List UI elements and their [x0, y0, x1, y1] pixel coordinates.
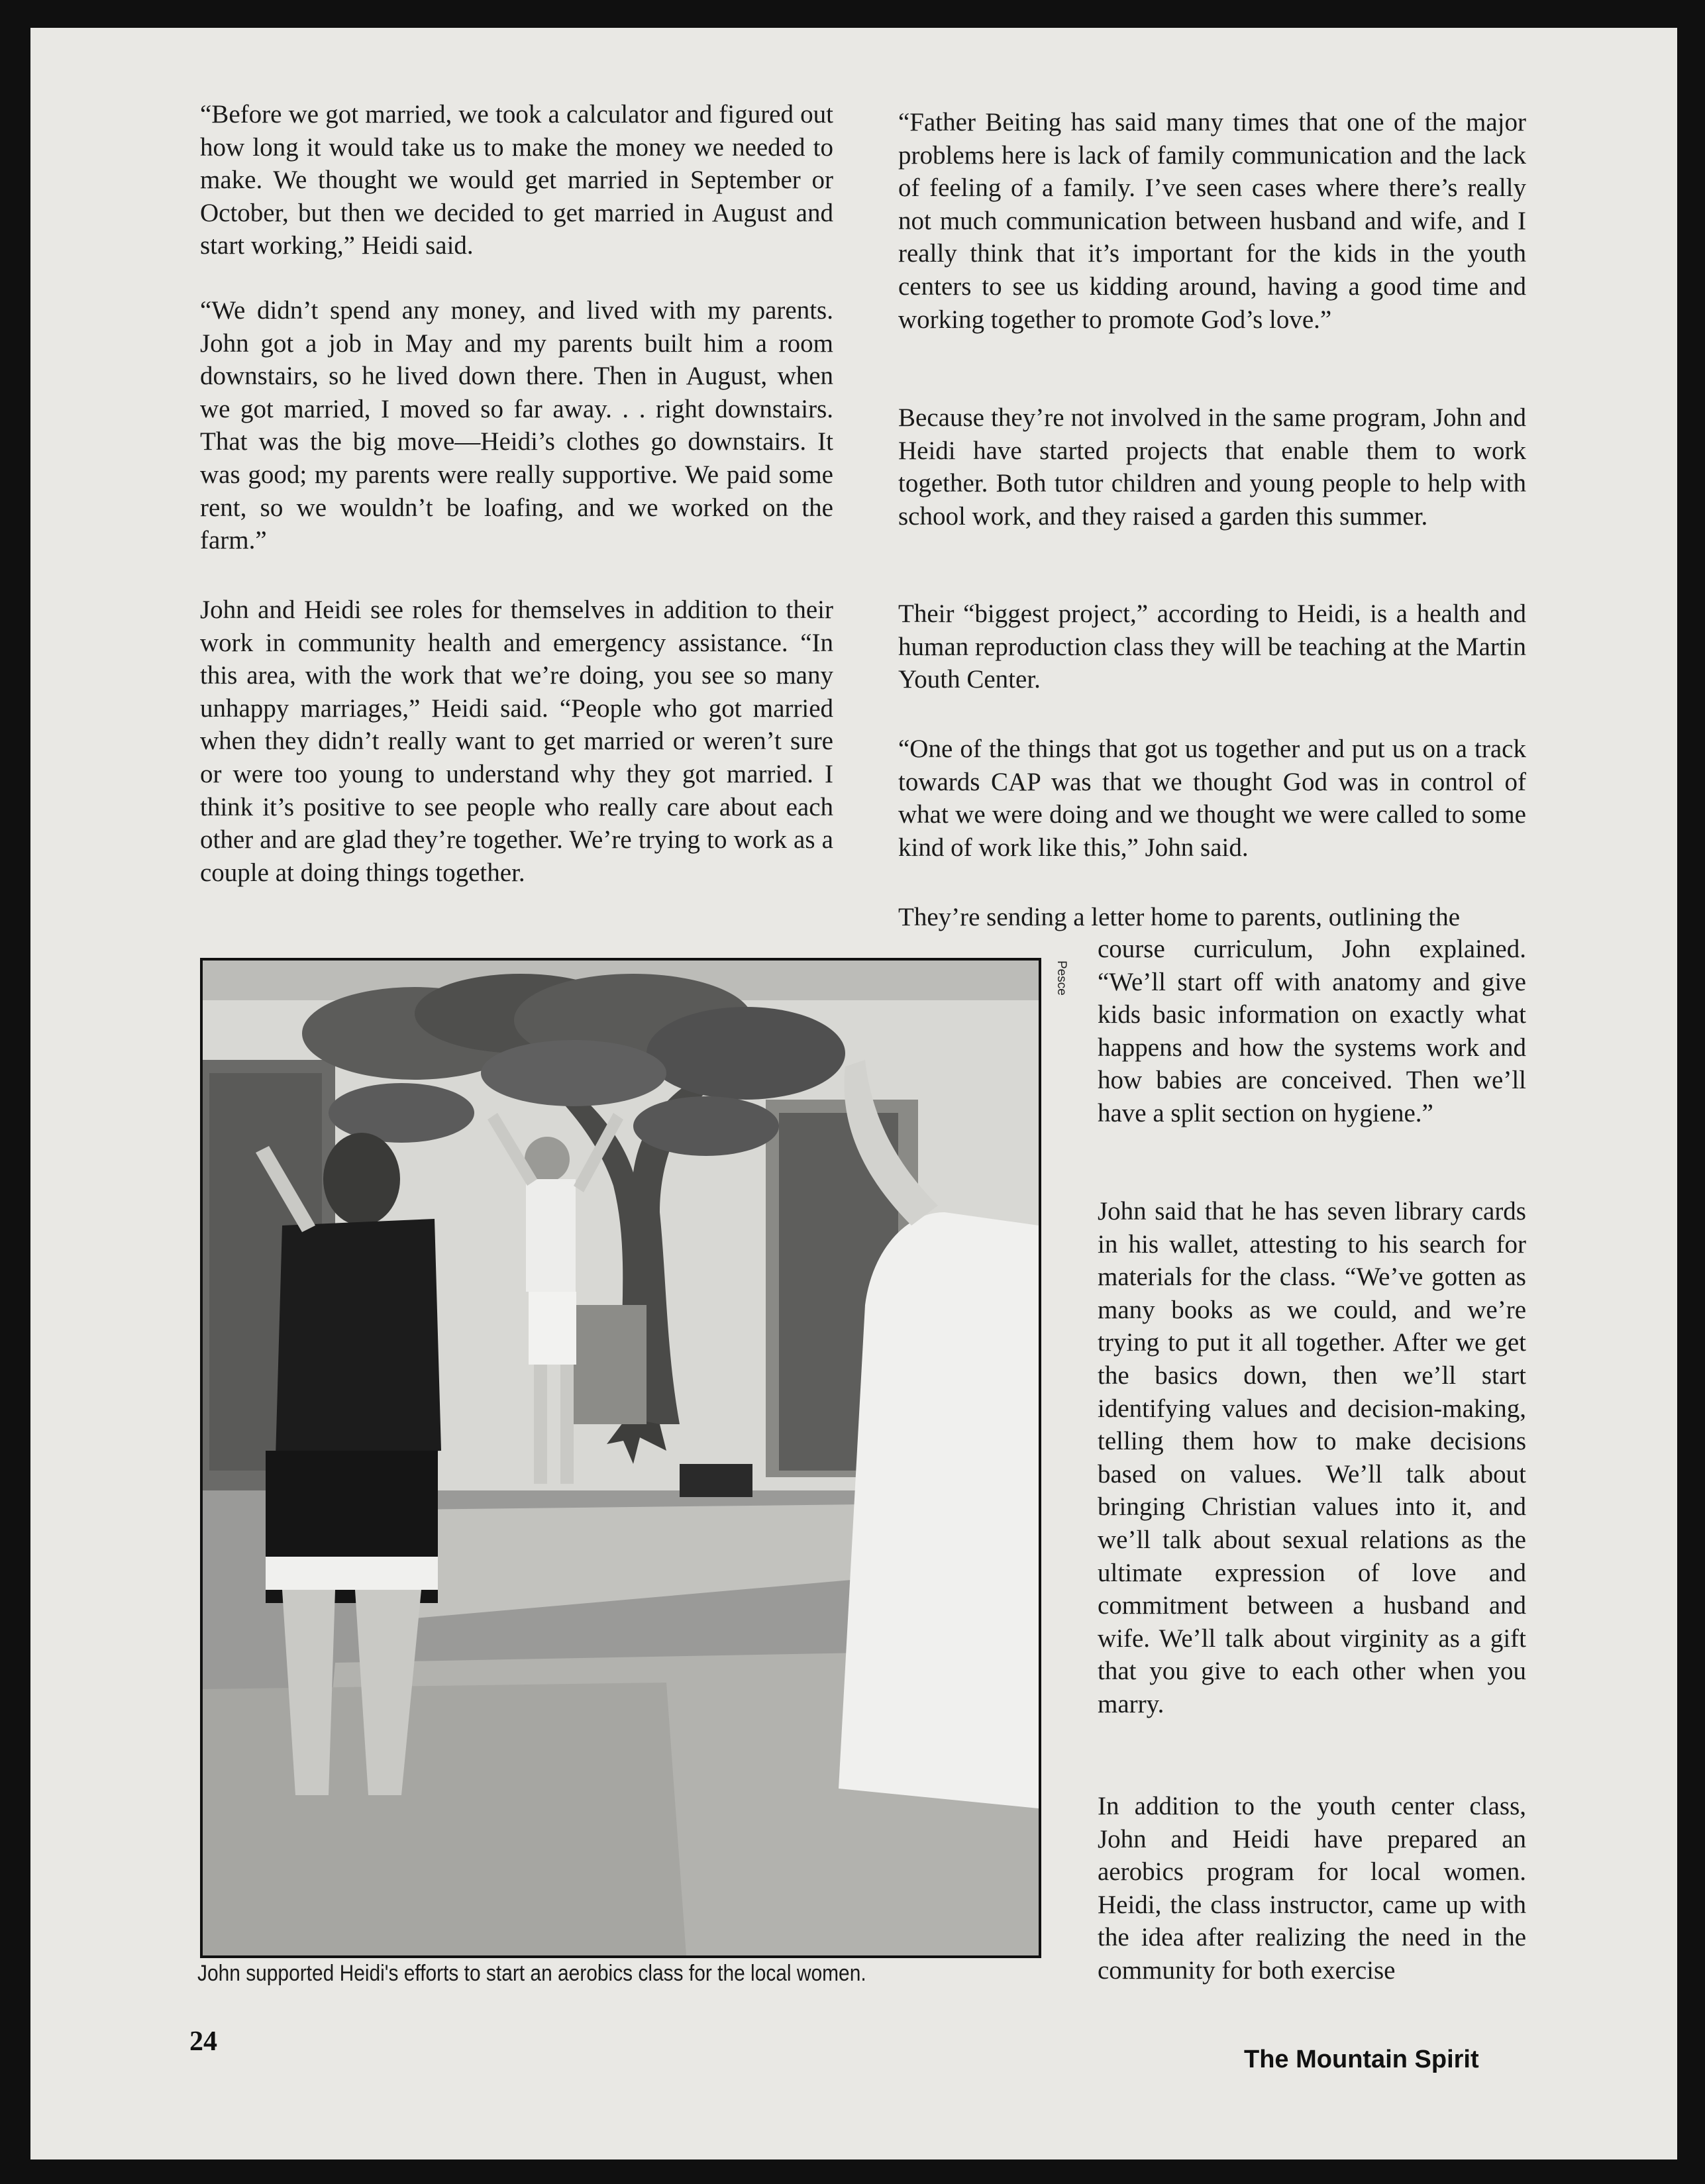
- magazine-name: The Mountain Spirit: [1244, 2046, 1479, 2073]
- aerobics-class-photo: [200, 958, 1041, 1958]
- narrow-paragraph-3: In addition to the youth center class, John and Heidi have prepared an aerobics program for local women. Heidi, the class instructor, came up with the idea after realizing the need in the community for both exercise: [1098, 1792, 1526, 1985]
- page-number: 24: [189, 2026, 217, 2057]
- right-paragraph-4: “One of the things that got us together and put us on a track towards CAP was that we thought God was in control of what we were doing and we thought we were called to some kind of work like this,” John said.: [898, 735, 1526, 862]
- left-paragraph-2: “We didn’t spend any money, and lived with my parents. John got a job in May and my parents built him a room downstairs, so he lived down there. Then in August, when we got married, I moved so far away. . . right downstairs. That was the big move—Heidi’s clothes go downstairs. It was good; my parents were really supportive. We paid some rent, so we wouldn’t be loafing, and we worked on the farm.”: [200, 296, 833, 555]
- photo-credit: Pesce: [1055, 961, 1068, 996]
- right-paragraph-2: Because they’re not involved in the same program, John and Heidi have started projects that enable them to work together. Both tutor children and young people to help with school work, and they raised a garden this summer.: [898, 403, 1526, 531]
- left-paragraph-1: “Before we got married, we took a calculator and figured out how long it would take us to make the money we needed to make. We thought we would get married in September or October, but then we decided to get married in August and start working,” Heidi said.: [200, 100, 833, 260]
- narrow-paragraph-2: John said that he has seven library cards in his wallet, attesting to his search for materials for the class. “We’ve gotten as many books as we could, and we’re trying to put it all together. After we get the basics down, then we’ll start identifying values and decision-making, telling them how to make decisions based on values. We’ll talk about bringing Christian values into it, and we’ll talk about sexual relations as the ultimate expression of love and commitment between a husband and wife. We’ll talk about virginity as a gift that you give to each other when you marry.: [1098, 1197, 1526, 1718]
- photo-caption: John supported Heidi's efforts to start an aerobics class for the local women.: [197, 1961, 866, 1986]
- magazine-page: [30, 28, 1677, 2159]
- right-paragraph-3: Their “biggest project,” according to Heidi, is a health and human reproduction class they will be teaching at the Martin Youth Center.: [898, 599, 1526, 694]
- left-paragraph-3: John and Heidi see roles for themselves in addition to their work in community health and emergency assistance. “In this area, with the work that we’re doing, you see so many unhappy marriages,” Heidi said. “People who got married when they didn’t really want to get married or weren’t sure or were too young to understand why they got married. I think it’s positive to see people who really care about each other and are glad they’re together. We’re trying to work as a couple at doing things together.: [200, 596, 833, 887]
- right-paragraph-1: “Father Beiting has said many times that one of the major problems here is lack of family communication and the lack of feeling of a family. I’ve seen cases where there’s really not much communication between husband and wife, and I really think that it’s important for the kids in the youth centers to see us kidding around, having a good time and working together to promote God’s love.”: [898, 108, 1526, 334]
- right-paragraph-5-lead: They’re sending a letter home to parents, outlining the: [898, 903, 1461, 931]
- narrow-paragraph-1: course curriculum, John explained. “We’ll start off with anatomy and give kids basic information on exactly what happens and how the systems work and how babies are conceived. Then we’ll have a split section on hygiene.”: [1098, 935, 1526, 1127]
